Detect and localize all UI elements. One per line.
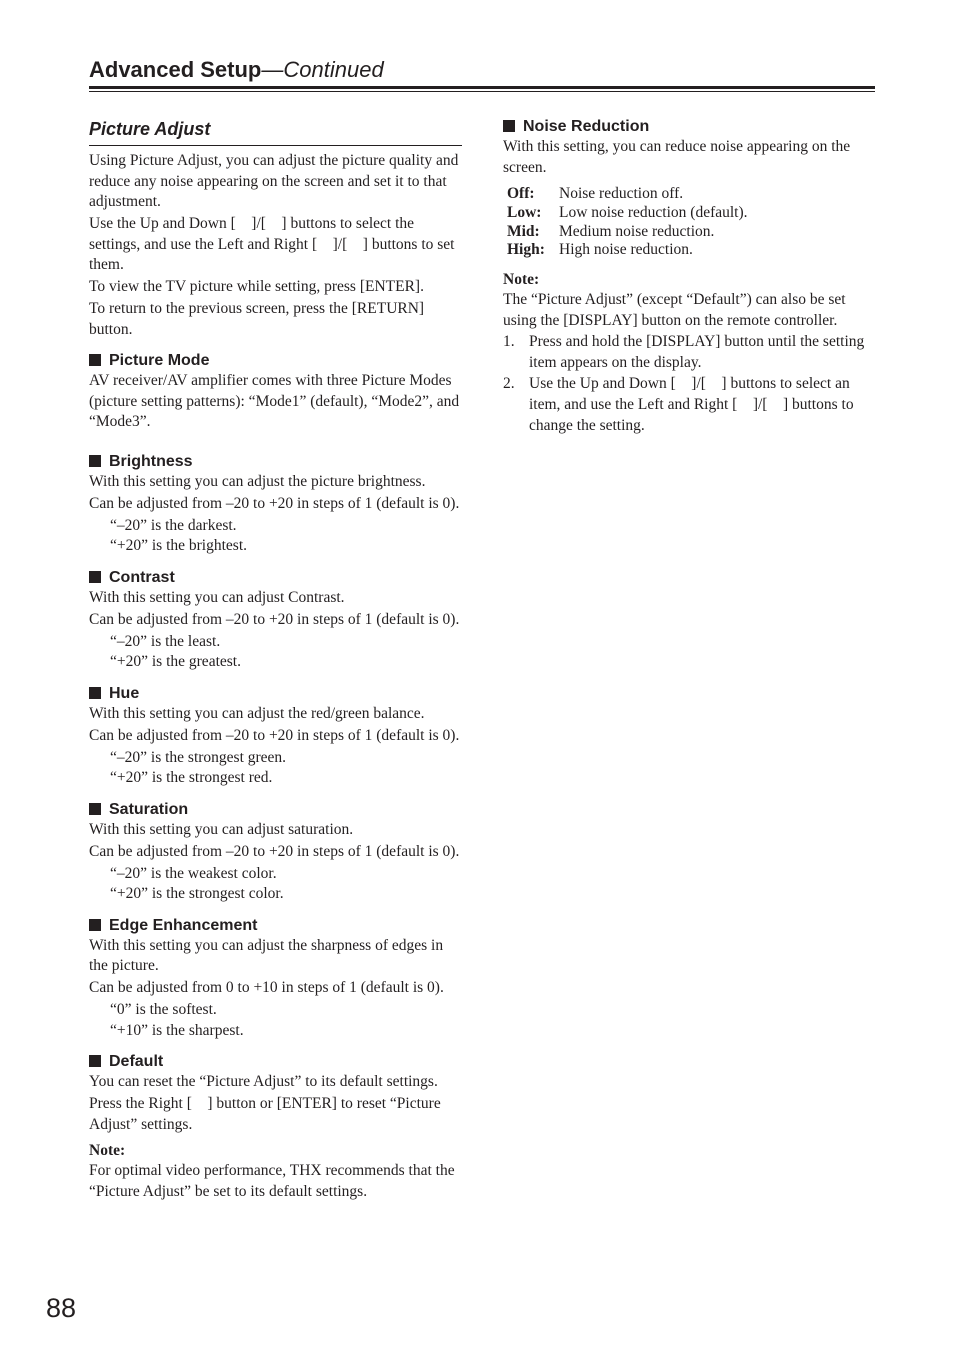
step-text: Press and hold the [DISPLAY] button until the setting item appears on the display. — [529, 333, 865, 372]
page-number: 88 — [46, 1293, 77, 1323]
setting-description: With this setting you can adjust the picture brightness. — [89, 472, 426, 490]
note-text: For optimal video performance, THX recommends that the “Picture Adjust” be set to its default settings. — [89, 1162, 455, 1200]
setting-description: With this setting you can adjust the sharpness of edges in the picture. — [89, 936, 444, 974]
setting-min-note: “0” is the softest. — [110, 1001, 217, 1018]
list-item — [503, 185, 875, 204]
section-title: Picture Adjust — [89, 119, 211, 139]
setting-range: Can be adjusted from –20 to +20 in steps of 1 (default is 0). — [89, 726, 460, 744]
subsection-title: Edge Enhancement — [109, 916, 258, 934]
setting-max-note: “+20” is the strongest color. — [110, 885, 284, 902]
square-bullet-icon — [89, 455, 101, 467]
setting-range: Can be adjusted from –20 to +20 in steps of 1 (default is 0). — [89, 494, 460, 512]
subsection-title: Default — [109, 1053, 164, 1070]
default-action: Press the Right [ ] button or [ENTER] to reset “Picture Adjust” settings. — [89, 1095, 441, 1133]
list-item — [503, 373, 875, 436]
option-key: Off: — [507, 185, 535, 202]
setting-range: Can be adjusted from 0 to +10 in steps of 1 (default is 0). — [89, 979, 444, 996]
picture-mode-text: AV receiver/AV amplifier comes with three Picture Modes (picture setting patterns): “Mode1” (default), “Mode2”, and “Mode3”. — [89, 372, 460, 430]
list-item — [503, 331, 875, 373]
subsection-title: Noise Reduction — [523, 118, 650, 135]
option-value: High noise reduction. — [559, 241, 693, 259]
setting-min-note: “–20” is the strongest green. — [110, 748, 287, 766]
note-text: The “Picture Adjust” (except “Default”) can also be set using the [DISPLAY] button on the remote controller. — [503, 291, 846, 329]
setting-max-note: “+20” is the strongest red. — [110, 769, 273, 786]
option-key: Mid: — [507, 222, 540, 240]
subsection-heading — [89, 568, 462, 588]
right-column — [503, 117, 875, 436]
section-rule — [89, 145, 462, 146]
list-item — [503, 223, 875, 242]
option-key: High: — [507, 241, 545, 259]
setting-description: With this setting you can adjust Contrast. — [89, 588, 345, 606]
option-value: Medium noise reduction. — [559, 222, 715, 240]
option-key: Low: — [507, 203, 542, 221]
header-title-continued: —Continued — [261, 57, 384, 82]
subsection-heading — [89, 684, 462, 704]
header-title — [89, 55, 875, 85]
subsection-title: Picture Mode — [109, 352, 210, 369]
setting-description: With this setting you can adjust the red/green balance. — [89, 704, 425, 722]
square-bullet-icon — [89, 687, 101, 699]
setting-range: Can be adjusted from –20 to +20 in steps of 1 (default is 0). — [89, 842, 460, 860]
step-text: Use the Up and Down [ ]/[ ] buttons to select an item, and use the Left and Right [ ]/[ ] buttons to change the setting. — [529, 375, 854, 435]
intro-paragraph: To return to the previous screen, press the [RETURN] button. — [89, 300, 425, 338]
subsection-title: Saturation — [109, 800, 189, 818]
option-value: Low noise reduction (default). — [559, 203, 748, 221]
subsection-heading — [89, 1052, 462, 1072]
steps-list — [503, 331, 875, 436]
page-header — [89, 55, 875, 85]
setting-description: With this setting you can adjust saturation. — [89, 820, 354, 838]
step-number: 2. — [503, 375, 515, 393]
setting-max-note: “+10” is the sharpest. — [110, 1021, 244, 1039]
list-item — [503, 204, 875, 223]
setting-min-note: “–20” is the weakest color. — [110, 864, 277, 882]
setting-description: With this setting, you can reduce noise appearing on the screen. — [503, 138, 851, 176]
step-number: 1. — [503, 333, 515, 351]
subsection-heading — [89, 916, 462, 936]
square-bullet-icon — [503, 120, 515, 132]
square-bullet-icon — [89, 1055, 101, 1067]
list-item — [503, 241, 875, 260]
header-rule-thick — [89, 86, 875, 89]
left-column — [89, 117, 462, 1202]
setting-max-note: “+20” is the brightest. — [110, 537, 248, 554]
setting-min-note: “–20” is the darkest. — [110, 516, 237, 534]
intro-paragraph: Using Picture Adjust, you can adjust the picture quality and reduce any noise appearing on the screen and set it to that adjustment. — [89, 152, 459, 210]
header-title-main: Advanced Setup — [89, 57, 262, 82]
square-bullet-icon — [89, 919, 101, 931]
square-bullet-icon — [89, 354, 101, 366]
subsection-title: Brightness — [109, 452, 193, 470]
header-rule-thin — [89, 91, 875, 92]
setting-description: You can reset the “Picture Adjust” to its default settings. — [89, 1073, 438, 1090]
intro-paragraph: To view the TV picture while setting, press [ENTER]. — [89, 278, 424, 295]
square-bullet-icon — [89, 571, 101, 583]
subsection-heading — [89, 452, 462, 472]
noise-options-list — [503, 185, 875, 260]
subsection-heading — [503, 117, 875, 137]
subsection-title: Contrast — [109, 568, 175, 586]
setting-max-note: “+20” is the greatest. — [110, 653, 241, 670]
note-label: Note: — [503, 271, 540, 289]
setting-min-note: “–20” is the least. — [110, 632, 221, 650]
setting-range: Can be adjusted from –20 to +20 in steps of 1 (default is 0). — [89, 610, 460, 628]
subsection-heading — [89, 351, 462, 371]
subsection-title: Hue — [109, 684, 140, 702]
option-value: Noise reduction off. — [559, 185, 684, 202]
subsection-heading — [89, 800, 462, 820]
intro-paragraph: Use the Up and Down [ ]/[ ] buttons to select the settings, and use the Left and Right [ ]/[ ] buttons to set them. — [89, 215, 455, 273]
note-label: Note: — [89, 1142, 126, 1159]
square-bullet-icon — [89, 803, 101, 815]
